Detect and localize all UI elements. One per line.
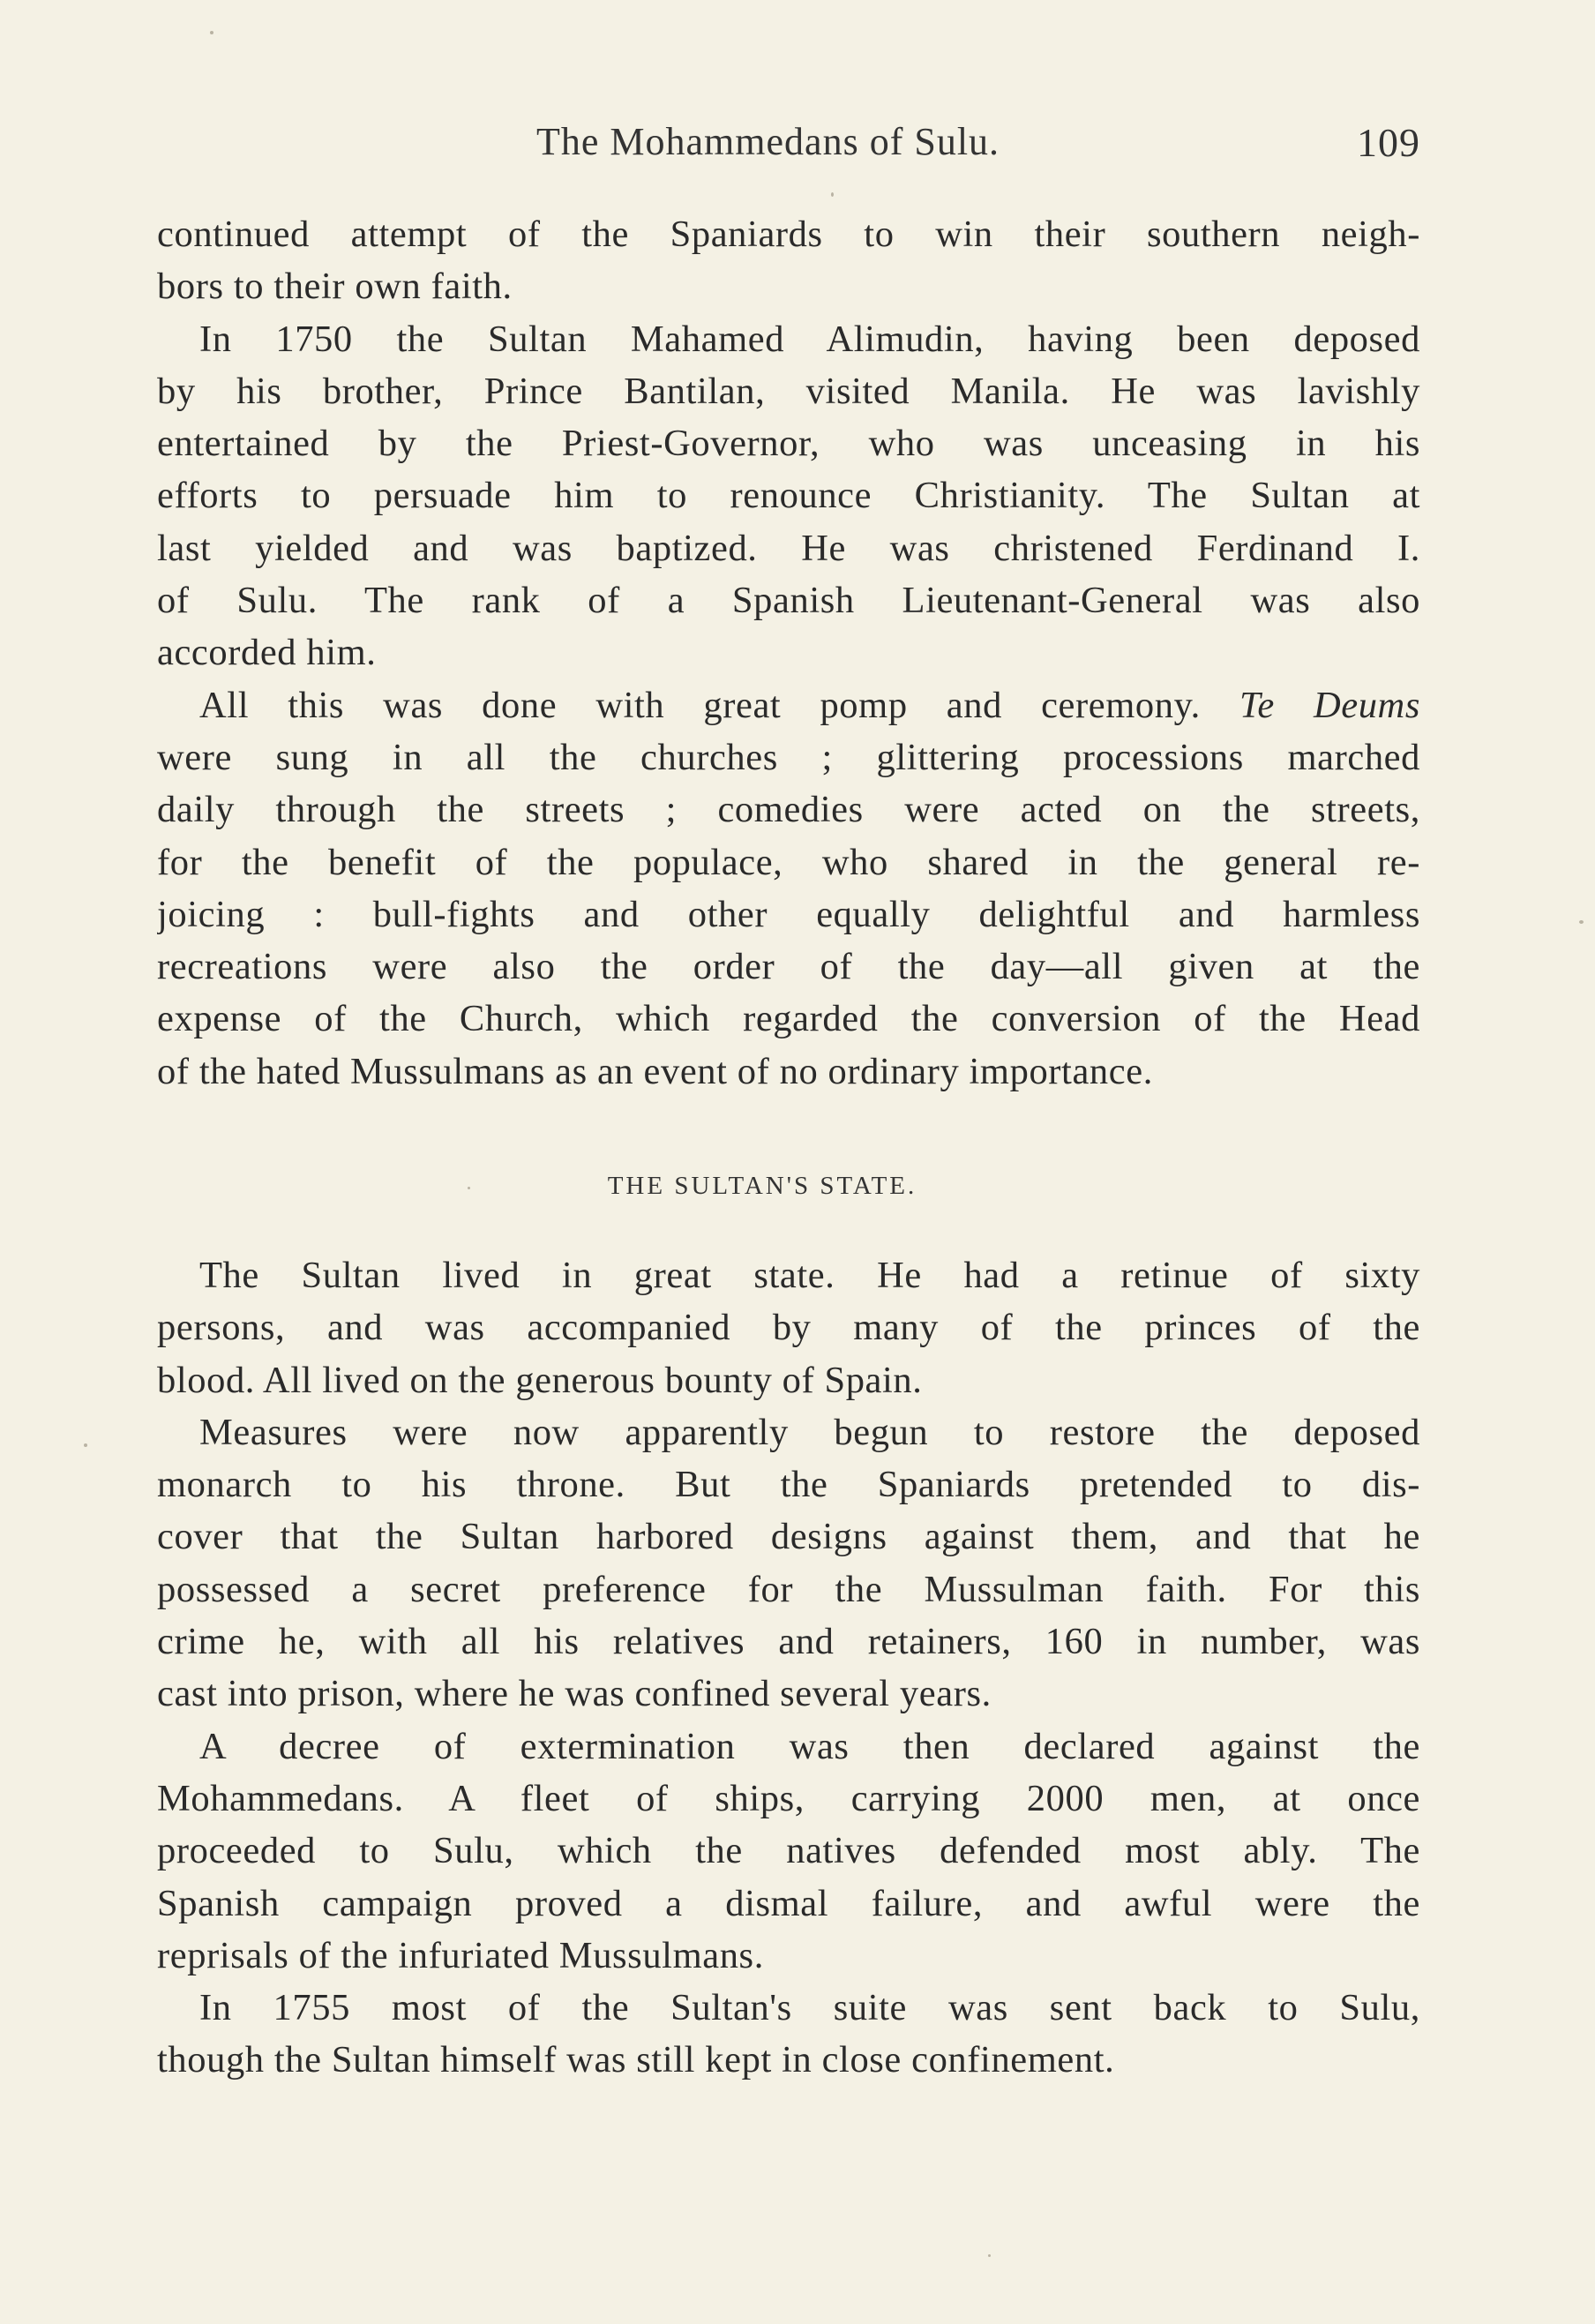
text-line: A decree of extermination was then declared against the: [199, 1725, 1420, 1767]
text-line: accorded him.: [157, 632, 377, 674]
text-line: cover that the Sultan harbored designs against them, and that he: [157, 1516, 1420, 1558]
text-line: proceeded to Sulu, which the natives defended most ably. The: [157, 1830, 1420, 1872]
italic-phrase: Te Deums: [1239, 684, 1420, 726]
text-line: of Sulu. The rank of a Spanish Lieutenant-General was also: [157, 580, 1420, 622]
paper-speck: [1579, 920, 1584, 924]
line-text: All this was done with great pomp and ceremony.: [199, 684, 1201, 726]
text-block-2: [157, 1249, 1420, 2087]
text-line: bors to their own faith.: [157, 266, 513, 308]
text-line: recreations were also the order of the day—all given at the: [157, 946, 1420, 988]
text-line: In 1755 most of the Sultan's suite was sent back to Sulu,: [199, 1987, 1420, 2029]
paper-speck: [84, 1443, 87, 1447]
text-line: persons, and was accompanied by many of the princes of the: [157, 1307, 1420, 1349]
text-line: by his brother, Prince Bantilan, visited Manila. He was lavishly: [157, 370, 1420, 412]
text-line: continued attempt of the Spaniards to win their southern neigh-: [157, 214, 1420, 255]
text-line: crime he, with all his relatives and retainers, 160 in number, was: [157, 1621, 1420, 1663]
text-line: Mohammedans. A fleet of ships, carrying 2000 men, at once: [157, 1777, 1420, 1819]
text-line: for the benefit of the populace, who shared in the general re-: [157, 841, 1420, 883]
text-line: daily through the streets ; comedies were acted on the streets,: [157, 789, 1420, 831]
section-heading: THE SULTAN'S STATE.: [607, 1172, 917, 1200]
text-block-1: [157, 208, 1420, 1098]
text-line: though the Sultan himself was still kept in close confinement.: [157, 2039, 1115, 2081]
text-line: In 1750 the Sultan Mahamed Alimudin, having been deposed: [199, 318, 1420, 360]
page-header: [157, 119, 1420, 172]
text-line: possessed a secret preference for the Mussulman faith. For this: [157, 1568, 1420, 1610]
text-line: expense of the Church, which regarded the conversion of the Head: [157, 998, 1420, 1040]
text-line: efforts to persuade him to renounce Christianity. The Sultan at: [157, 475, 1420, 517]
text-line: of the hated Mussulmans as an event of no ordinary importance.: [157, 1050, 1153, 1092]
text-line: joicing : bull-fights and other equally delightful and harmless: [157, 893, 1420, 935]
text-line: [157, 679, 1420, 731]
text-line: The Sultan lived in great state. He had a retinue of sixty: [199, 1255, 1420, 1296]
running-title: The Mohammedans of Sulu.: [536, 120, 1000, 163]
text-line: Spanish campaign proved a dismal failure, and awful were the: [157, 1882, 1420, 1924]
paper-speck: [468, 1187, 470, 1189]
text-line: were sung in all the churches ; glittering processions marched: [157, 736, 1420, 778]
text-line: last yielded and was baptized. He was christened Ferdinand I.: [157, 527, 1420, 569]
text-line: monarch to his throne. But the Spaniards pretended to dis-: [157, 1464, 1420, 1506]
paper-speck: [988, 2254, 991, 2257]
text-line: blood. All lived on the generous bounty of Spain.: [157, 1359, 923, 1401]
paper-speck: [210, 31, 213, 34]
text-line: cast into prison, where he was confined several years.: [157, 1673, 992, 1715]
text-line: Measures were now apparently begun to restore the deposed: [199, 1411, 1420, 1453]
text-line: reprisals of the infuriated Mussulmans.: [157, 1934, 764, 1976]
text-line: entertained by the Priest-Governor, who was unceasing in his: [157, 423, 1420, 465]
page-number: 109: [1357, 120, 1420, 165]
paper-speck: [831, 192, 834, 197]
